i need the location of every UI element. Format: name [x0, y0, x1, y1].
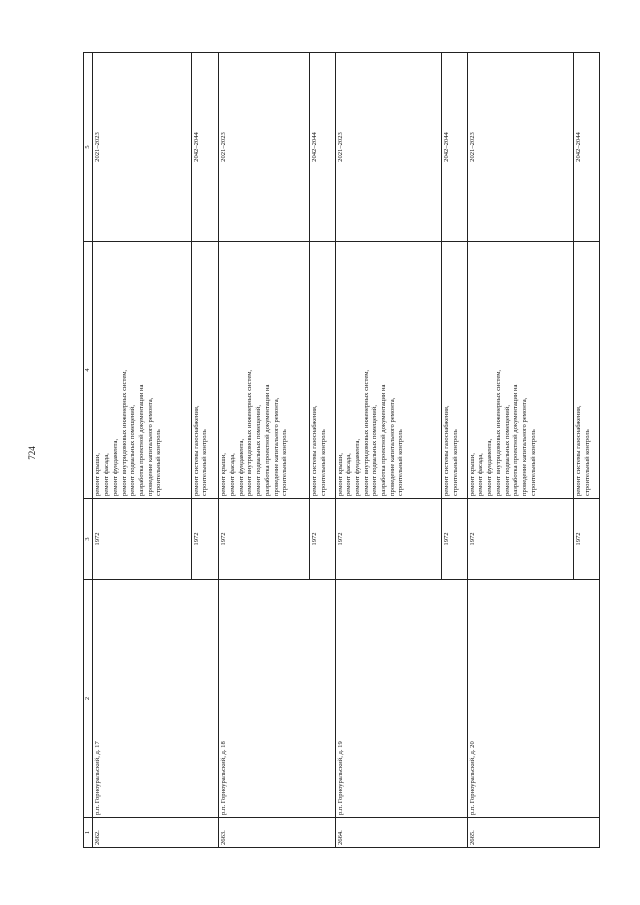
work-item: ремонт крыши,	[468, 453, 476, 496]
row-number: 2664.	[335, 818, 467, 848]
period-cell: 2042–2044	[191, 53, 219, 242]
period-cell: 2021–2023	[93, 53, 191, 242]
work-item: строительный контроль	[451, 429, 459, 496]
address-cell: р.п. Горноуральский, д. 20	[467, 580, 599, 818]
year-cell: 1972	[574, 499, 600, 580]
period-cell: 2021–2023	[335, 53, 442, 242]
work-item: разработка проектной документации на	[137, 384, 145, 496]
column-header-5: 5	[84, 53, 93, 242]
work-item: ремонт внутридомовых инженерных систем,	[246, 369, 254, 496]
year-cell: 1972	[335, 499, 442, 580]
works-cell	[219, 242, 310, 499]
work-item: строительный контроль	[584, 429, 592, 496]
row-number: 2665.	[467, 818, 599, 848]
page-number: 724	[27, 446, 37, 460]
work-item: разработка проектной документации на	[263, 384, 271, 496]
work-item: строительный контроль	[319, 429, 327, 496]
work-item: ремонт фундамента,	[237, 438, 245, 496]
address-cell: р.п. Горноуральский, д. 18	[219, 580, 335, 818]
address-cell: р.п. Горноуральский, д. 17	[93, 580, 219, 818]
works-cell	[442, 242, 468, 499]
work-item: ремонт внутридомовых инженерных систем,	[120, 369, 128, 496]
works-cell	[467, 242, 574, 499]
address-cell: р.п. Горноуральский, д. 19	[335, 580, 467, 818]
work-item: ремонт системы газоснабжения,	[192, 405, 200, 496]
work-item: строительный контроль	[529, 429, 537, 496]
work-item: строительный контроль	[201, 429, 209, 496]
column-header-1: 1	[84, 818, 93, 848]
work-item: ремонт подвальных помещений,	[371, 405, 379, 496]
work-item: разработка проектной документации на	[512, 384, 520, 496]
row-number: 2662.	[93, 818, 219, 848]
table-row	[467, 53, 574, 848]
works-cell	[309, 242, 335, 499]
table-row	[219, 53, 310, 848]
work-item: ремонт крыши,	[220, 453, 228, 496]
work-item: ремонт фундамента,	[111, 438, 119, 496]
work-item: проведение капитального ремонта,	[146, 397, 154, 496]
work-item: проведение капитального ремонта,	[388, 397, 396, 496]
column-header-4: 4	[84, 242, 93, 499]
capital-repair-table	[83, 52, 600, 848]
works-cell	[191, 242, 219, 499]
work-item: ремонт фундамента,	[353, 438, 361, 496]
column-header-3: 3	[84, 499, 93, 580]
work-item: ремонт системы газоснабжения,	[443, 405, 451, 496]
work-item: ремонт фасада,	[345, 453, 353, 496]
work-item: ремонт подвальных помещений,	[503, 405, 511, 496]
work-item: ремонт внутридомовых инженерных систем,	[494, 369, 502, 496]
year-cell: 1972	[93, 499, 191, 580]
works-cell	[574, 242, 600, 499]
column-header-2: 2	[84, 580, 93, 818]
work-item: разработка проектной документации на	[380, 384, 388, 496]
work-item: ремонт крыши,	[94, 453, 102, 496]
work-item: ремонт фасада,	[103, 453, 111, 496]
year-cell: 1972	[219, 499, 310, 580]
year-cell: 1972	[191, 499, 219, 580]
row-number: 2663.	[219, 818, 335, 848]
year-cell: 1972	[309, 499, 335, 580]
work-item: ремонт фундамента,	[486, 438, 494, 496]
work-item: ремонт крыши,	[336, 453, 344, 496]
work-item: строительный контроль	[281, 429, 289, 496]
work-item: ремонт системы газоснабжения,	[310, 405, 318, 496]
period-cell: 2042–2044	[442, 53, 468, 242]
works-cell	[93, 242, 191, 499]
work-item: строительный контроль	[155, 429, 163, 496]
period-cell: 2021–2023	[467, 53, 574, 242]
table-row	[335, 53, 442, 848]
table-row	[93, 53, 191, 848]
work-item: ремонт внутридомовых инженерных систем,	[362, 369, 370, 496]
period-cell: 2021–2023	[219, 53, 310, 242]
rotated-table-container	[83, 78, 600, 848]
header-row	[84, 53, 93, 848]
year-cell: 1972	[467, 499, 574, 580]
period-cell: 2042–2044	[574, 53, 600, 242]
work-item: проведение капитального ремонта,	[272, 397, 280, 496]
year-cell: 1972	[442, 499, 468, 580]
work-item: ремонт подвальных помещений,	[129, 405, 137, 496]
work-item: ремонт подвальных помещений,	[255, 405, 263, 496]
work-item: ремонт фасада,	[477, 453, 485, 496]
work-item: ремонт системы газоснабжения,	[575, 405, 583, 496]
work-item: проведение капитального ремонта,	[520, 397, 528, 496]
period-cell: 2042–2044	[309, 53, 335, 242]
works-cell	[335, 242, 442, 499]
work-item: ремонт фасада,	[228, 453, 236, 496]
work-item: строительный контроль	[397, 429, 405, 496]
